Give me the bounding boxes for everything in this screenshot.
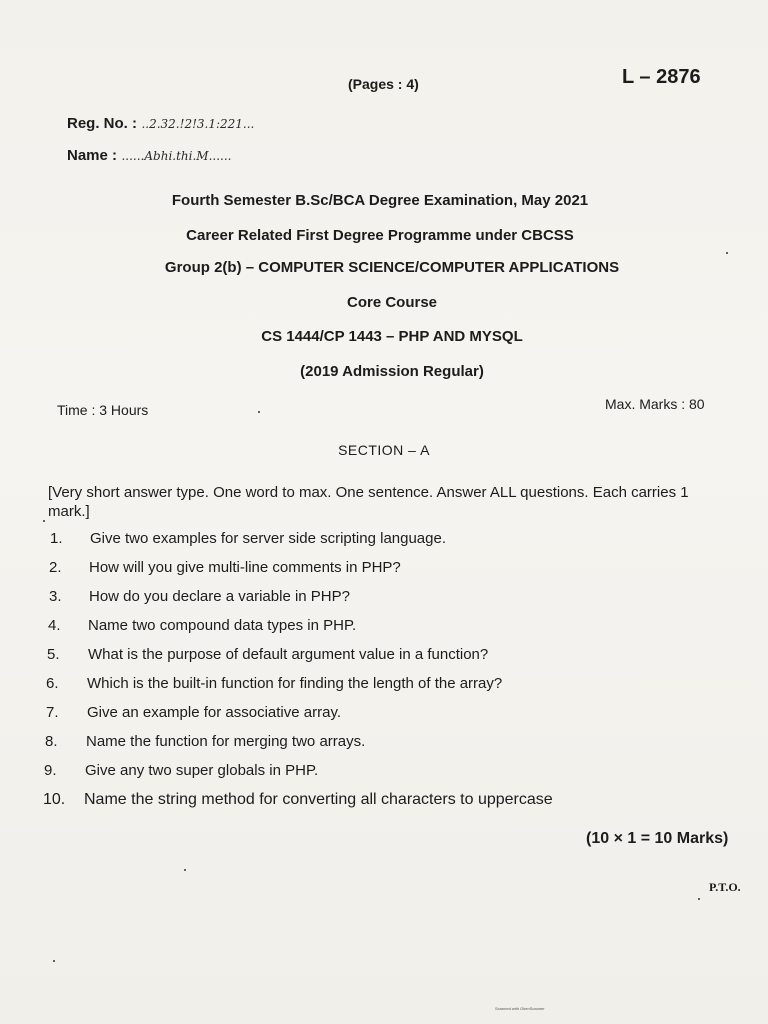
question-item: [0, 530, 768, 552]
question-number: 9.: [44, 762, 57, 779]
reg-no-value: ..2.32.!2!3.1:221...: [141, 117, 255, 131]
course-type: Core Course: [346, 294, 438, 311]
name-field: [67, 147, 231, 165]
question-text: Give any two super globals in PHP.: [85, 762, 319, 779]
question-item: [0, 646, 768, 668]
question-text: Give two examples for server side scripting language.: [90, 530, 447, 547]
scan-speck: [43, 520, 45, 522]
question-item: [0, 791, 768, 813]
scan-speck: [726, 252, 728, 254]
exam-time: Time : 3 Hours: [57, 402, 149, 418]
scan-speck: [258, 411, 260, 413]
exam-title: Fourth Semester B.Sc/BCA Degree Examination, May 2021: [171, 192, 589, 209]
question-text: Give an example for associative array.: [87, 704, 341, 721]
question-item: [0, 588, 768, 610]
question-number: 6.: [46, 675, 59, 692]
question-number: 4.: [48, 617, 61, 634]
question-number: 3.: [49, 588, 62, 605]
question-text: Which is the built-in function for finding the length of the array?: [87, 675, 503, 692]
reg-no-field: [67, 115, 254, 133]
question-text: How will you give multi-line comments in PHP?: [89, 559, 401, 576]
name-value: ......Abhi.thi.M......: [121, 149, 232, 163]
question-text: How do you declare a variable in PHP?: [89, 588, 350, 605]
pto-label: P.T.O.: [709, 880, 741, 894]
question-item: [0, 733, 768, 755]
question-number: 5.: [47, 646, 60, 663]
group-line: Group 2(b) – COMPUTER SCIENCE/COMPUTER APPLICATIONS: [164, 259, 620, 276]
scanner-watermark: Scanned with OkenScanner: [495, 1006, 545, 1011]
paper-code: L – 2876: [622, 66, 701, 88]
question-text: Name the string method for converting all characters to uppercase: [84, 791, 553, 808]
question-item: [0, 704, 768, 726]
question-number: 7.: [46, 704, 59, 721]
course-code-title: CS 1444/CP 1443 – PHP AND MYSQL: [261, 328, 523, 345]
question-number: 1.: [50, 530, 63, 547]
scan-speck: [698, 898, 700, 900]
question-text: Name the function for merging two arrays.: [86, 733, 366, 750]
admission-line: (2019 Admission Regular): [300, 363, 484, 380]
question-item: [0, 675, 768, 697]
question-number: 10.: [43, 791, 66, 808]
section-total-marks: (10 × 1 = 10 Marks): [586, 830, 729, 847]
name-label: Name :: [67, 147, 118, 164]
section-instruction: [Very short answer type. One word to max. One sentence. Answer ALL questions. Each carries 1 mark.]: [48, 484, 689, 520]
question-item: [0, 762, 768, 784]
section-title: SECTION – A: [338, 442, 430, 458]
programme-line: Career Related First Degree Programme under CBCSS: [186, 227, 574, 244]
reg-no-label: Reg. No. :: [67, 115, 137, 132]
question-text: Name two compound data types in PHP.: [88, 617, 357, 634]
max-marks: Max. Marks : 80: [605, 396, 705, 412]
question-number: 2.: [49, 559, 62, 576]
question-number: 8.: [45, 733, 58, 750]
page-count: (Pages : 4): [348, 76, 419, 92]
scan-speck: [184, 869, 186, 871]
scan-speck: [53, 960, 55, 962]
question-item: [0, 559, 768, 581]
question-item: [0, 617, 768, 639]
question-text: What is the purpose of default argument value in a function?: [88, 646, 489, 663]
